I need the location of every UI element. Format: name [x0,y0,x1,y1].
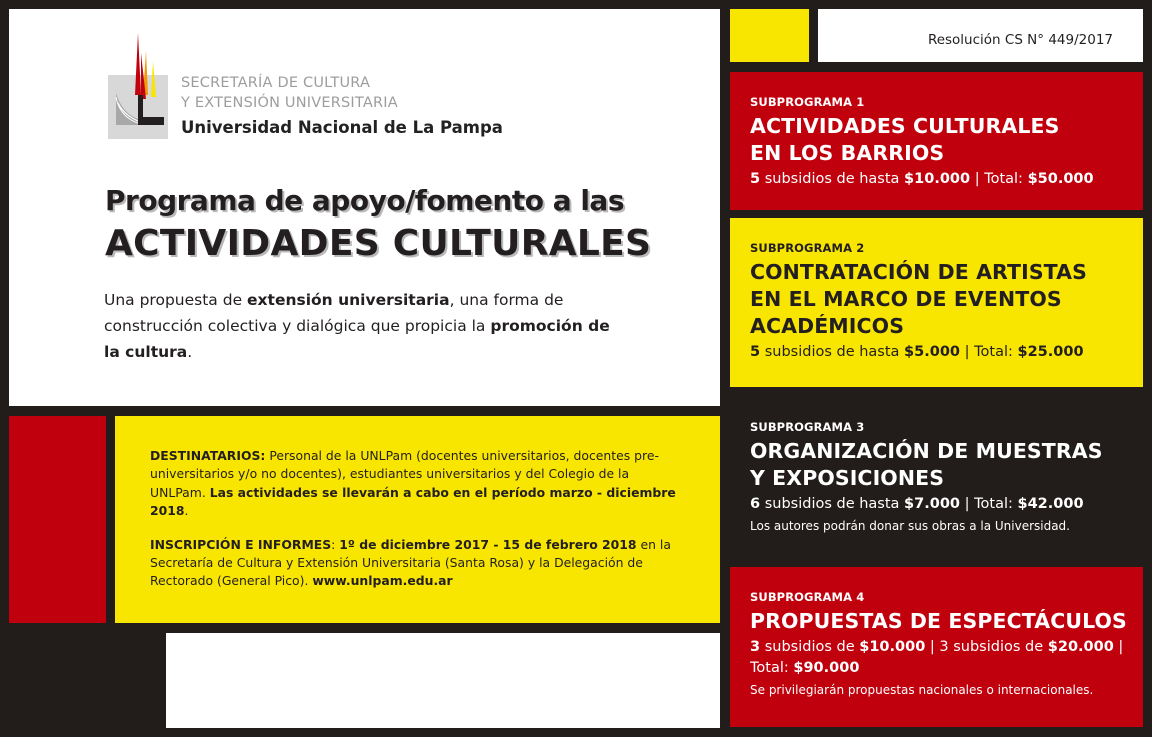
subprogram-subsidies: 5 subsidios de hasta $5.000 | Total: $25.000 [750,344,1084,360]
website-link[interactable]: www.unlpam.edu.ar [312,573,453,589]
subprogram-2-box [730,218,1143,387]
org-name-line2: Y EXTENSIÓN UNIVERSITARIA [181,95,398,111]
university-name: Universidad Nacional de La Pampa [181,118,503,137]
subprogram-subsidies: 5 subsidios de hasta $10.000 | Total: $50.000 [750,171,1094,187]
subprogram-title: CONTRATACIÓN DE ARTISTAS EN EL MARCO DE EVENTOS ACADÉMICOS [750,260,1088,338]
main-panel [9,9,720,406]
resolution-number: Resolución CS N° 449/2017 [927,32,1113,48]
subprogram-3-box [730,397,1143,557]
subprogram-note: Se privilegiarán propuestas nacionales o internacionales. [750,683,1094,697]
inscripcion-text: INSCRIPCIÓN E INFORMES: 1º de diciembre 2017 - 15 de febrero 2018 en la Secretaría de Cultura y Extensión Universitaria (Santa Rosa) y la Delegación de Rectorado (General Pico). www.unlpam.edu.ar [150,536,671,589]
program-title: Programa de apoyo/fomento a las [105,184,624,217]
unlpam-logo-icon [108,33,168,139]
subprogram-subsidies: 3 subsidios de $10.000 | 3 subsidios de $20.000 | Total: $90.000 [750,639,1124,676]
subprogram-title: ACTIVIDADES CULTURALES EN LOS BARRIOS [750,114,1060,165]
program-title-main: ACTIVIDADES CULTURALES [105,223,652,264]
subprogram-label: SUBPROGRAMA 3 [750,420,865,434]
subprogram-1-box [730,72,1143,210]
decorative-red-block [9,416,106,623]
decorative-white-block [166,633,720,728]
destinatarios-text: DESTINATARIOS: Personal de la UNLPam (docentes universitarios, docentes pre-universitarios y/o no docentes), estudiantes universitarios y del Colegio de la UNLPam. Las actividades se llevarán a cabo en el período marzo - diciembre 2018. [150,448,676,519]
subprogram-title: ORGANIZACIÓN DE MUESTRAS Y EXPOSICIONES [750,439,1103,490]
info-panel [115,416,720,623]
subprogram-title: PROPUESTAS DE ESPECTÁCULOS [750,609,1127,633]
program-intro: Una propuesta de extensión universitaria, una forma de construcción colectiva y dialógica que propicia la promoción de la cultura. [104,291,610,361]
resolution-box [818,9,1143,62]
subprogram-label: SUBPROGRAMA 1 [750,95,865,109]
subprogram-label: SUBPROGRAMA 4 [750,590,865,604]
subprogram-note: Los autores podrán donar sus obras a la Universidad. [750,519,1070,533]
subprogram-4-box [730,567,1143,727]
subprogram-subsidies: 6 subsidios de hasta $7.000 | Total: $42.000 [750,496,1084,512]
decorative-yellow-square [730,9,809,62]
org-name-line1: SECRETARÍA DE CULTURA [181,75,371,91]
subprogram-label: SUBPROGRAMA 2 [750,241,865,255]
